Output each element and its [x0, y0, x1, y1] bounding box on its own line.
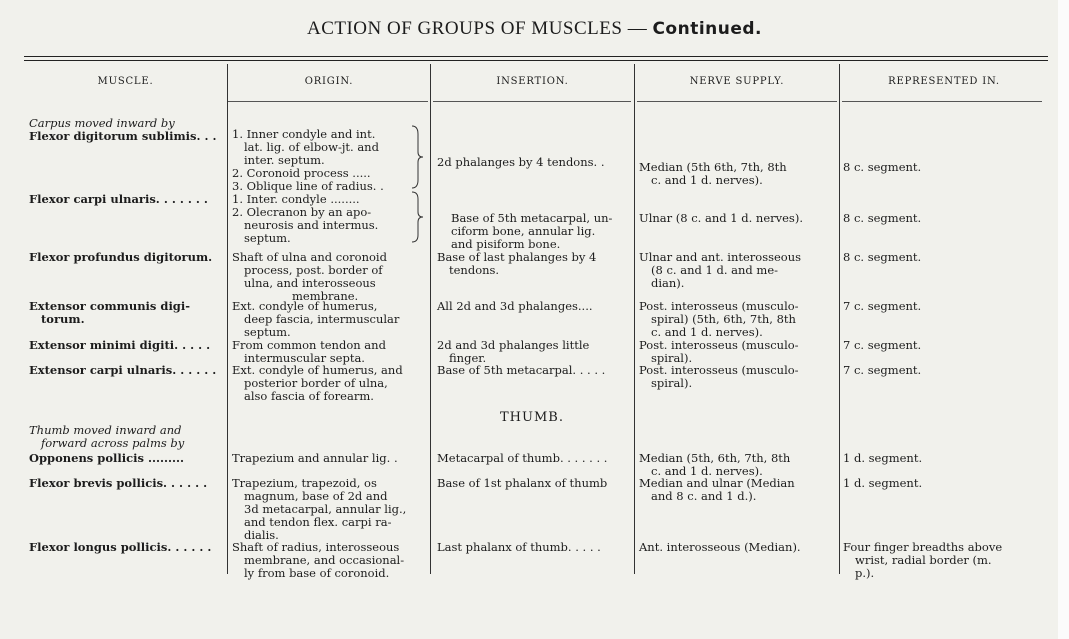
column-divider	[839, 64, 840, 574]
header-underline	[842, 101, 1042, 102]
represented-text: 8 c. segment.	[843, 160, 922, 174]
muscle-name: Flexor longus pollicis. . . . . .	[29, 540, 212, 554]
column-divider	[634, 64, 635, 574]
double-rule-top	[24, 56, 1048, 57]
muscle-name: Flexor brevis pollicis. . . . . .	[29, 476, 208, 490]
muscle-name: Flexor digitorum sublimis. . .	[29, 129, 217, 143]
nerve-supply-text: Ulnar (8 c. and 1 d. nerves).	[639, 211, 803, 225]
nerve-supply-text: Post. interosseus (musculo- spiral) (5th, 6th, 7th, 8th c. and 1 d. nerves).	[639, 299, 799, 339]
origin-text: 1. Inter. condyle ........ 2. Olecranon by an apo- neurosis and intermus. septum.	[232, 192, 379, 245]
origin-text: 1. Inner condyle and int. lat. lig. of elbow-jt. and inter. septum. 2. Coronoid process ..... 3. Oblique line of radius. .	[232, 127, 384, 193]
header-origin: ORIGIN.	[304, 76, 354, 87]
muscle-name: Opponens pollicis .........	[29, 451, 184, 465]
insertion-text: Base of last phalanges by 4 tendons.	[437, 250, 597, 277]
header-nerve-supply: NERVE SUPPLY.	[689, 76, 785, 87]
header-represented-in: REPRESENTED IN.	[888, 76, 1000, 87]
represented-text: 8 c. segment.	[843, 250, 922, 264]
column-divider	[430, 64, 431, 574]
nerve-supply-text: Post. interosseus (musculo- spiral).	[639, 363, 799, 390]
header-underline	[637, 101, 837, 102]
origin-text: Shaft of radius, interosseous membrane, and occasional- ly from base of coronoid.	[232, 540, 405, 580]
represented-text: 7 c. segment.	[843, 299, 922, 313]
nerve-supply-text: Post. interosseus (musculo- spiral).	[639, 338, 799, 365]
represented-text: 7 c. segment.	[843, 338, 922, 352]
page-edge	[1058, 0, 1069, 639]
muscle-name: Flexor carpi ulnaris. . . . . . .	[29, 192, 208, 206]
origin-text: Trapezium and annular lig. .	[232, 451, 398, 465]
header-insertion: INSERTION.	[496, 76, 569, 87]
origin-text: Ext. condyle of humerus, deep fascia, intermuscular septum.	[232, 299, 400, 339]
nerve-supply-text: Ulnar and ant. interosseous (8 c. and 1 d. and me- dian).	[639, 250, 802, 290]
header-muscle: MUSCLE.	[97, 76, 154, 87]
muscle-name: Extensor communis digi- torum.	[29, 299, 190, 326]
double-rule-bottom	[24, 60, 1048, 61]
group-heading-thumb: Thumb moved inward and forward across palms by	[29, 423, 185, 450]
header-underline	[228, 101, 428, 102]
insertion-text: 2d and 3d phalanges little finger.	[437, 338, 590, 365]
represented-text: Four finger breadths above wrist, radial border (m. p.).	[843, 540, 1003, 580]
title-main: ACTION OF GROUPS OF MUSCLES	[306, 18, 623, 39]
represented-text: 1 d. segment.	[843, 476, 923, 490]
insertion-text: Last phalanx of thumb. . . . .	[437, 540, 601, 554]
column-divider	[227, 64, 228, 574]
represented-text: 7 c. segment.	[843, 363, 922, 377]
section-heading-thumb: THUMB.	[500, 410, 564, 425]
nerve-supply-text: Median and ulnar (Median and 8 c. and 1 d.).	[639, 476, 795, 503]
represented-text: 8 c. segment.	[843, 211, 922, 225]
title-separator: —	[622, 18, 653, 39]
insertion-text: Base of 5th metacarpal, un- ciform bone, annular lig. and pisiform bone.	[451, 211, 613, 251]
insertion-text: Base of 5th metacarpal. . . . .	[437, 363, 606, 377]
insertion-text: 2d phalanges by 4 tendons. .	[437, 155, 605, 169]
nerve-supply-text: Ant. interosseous (Median).	[639, 540, 801, 554]
brace-bracket	[410, 190, 424, 244]
origin-text: Shaft of ulna and coronoid process, post. border of ulna, and interosseous membrane.	[232, 250, 387, 303]
nerve-supply-text: Median (5th, 6th, 7th, 8th c. and 1 d. nerves).	[639, 451, 791, 478]
represented-text: 1 d. segment.	[843, 451, 923, 465]
insertion-text: All 2d and 3d phalanges....	[437, 299, 593, 313]
title-continued: Continued.	[652, 19, 763, 39]
page-title	[0, 18, 1069, 40]
brace-bracket	[410, 124, 424, 190]
insertion-text: Metacarpal of thumb. . . . . . .	[437, 451, 608, 465]
header-underline	[433, 101, 631, 102]
muscle-name: Extensor carpi ulnaris. . . . . .	[29, 363, 217, 377]
insertion-text: Base of 1st phalanx of thumb	[437, 476, 608, 490]
group-heading-carpus: Carpus moved inward by	[29, 116, 175, 130]
origin-text: Trapezium, trapezoid, os magnum, base of 2d and 3d metacarpal, annular lig., and tendon flex. carpi ra- dialis.	[232, 476, 407, 542]
origin-text: Ext. condyle of humerus, and posterior border of ulna, also fascia of forearm.	[232, 363, 403, 403]
muscle-name: Flexor profundus digitorum.	[29, 250, 213, 264]
muscle-name: Extensor minimi digiti. . . . .	[29, 338, 211, 352]
origin-text: From common tendon and intermuscular septa.	[232, 338, 386, 365]
nerve-supply-text: Median (5th 6th, 7th, 8th c. and 1 d. nerves).	[639, 160, 787, 187]
